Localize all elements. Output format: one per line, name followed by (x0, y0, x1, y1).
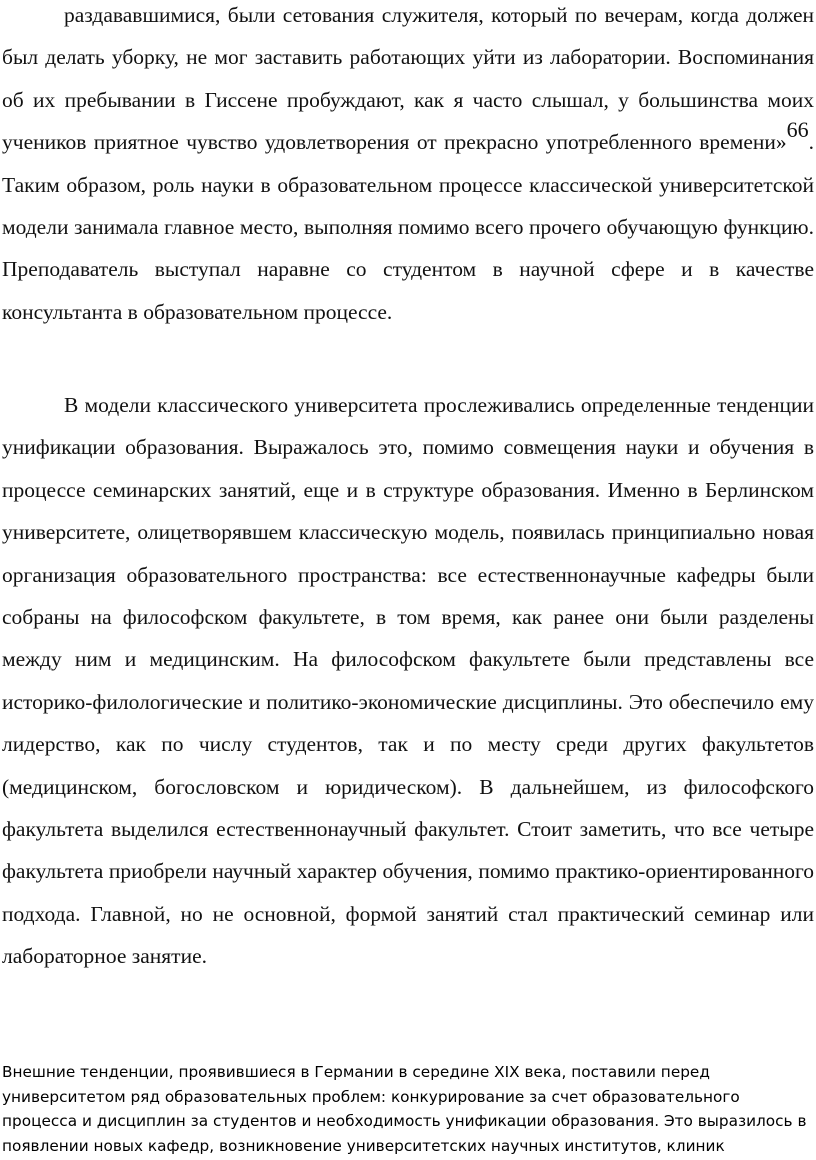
bottom-caption-text: Внешние тенденции, проявившиеся в Германии в середине XIX века, поставили перед университетом ряд образовательных проблем: конкурирование за счет образовательного процесса и дисциплин за студентов и необходимость унификации образования. Это выразилось в появлении новых кафедр, возникновение университетских научных институтов, клиник (2, 1063, 807, 1155)
paragraph-1 (2, 0, 814, 333)
paragraph-1-text-after: . Таким образом, роль науки в образовательном процессе классической университетской модели занимала главное место, выполняя помимо всего прочего обучающую функцию. Преподаватель выступал наравне со студентом в научной сфере и в качестве консультанта в образовательном процессе. (2, 130, 814, 324)
footnote-reference[interactable]: 66 (786, 117, 809, 143)
paragraph-2: В модели классического университета прослеживались определенные тенденции унификации образования. Выражалось это, помимо совмещения науки и обучения в процессе семинарских занятий, еще и в структуре образования. Именно в Берлинском университете, олицетворявшем классическую модель, появилась принципиально новая организация образовательного пространства: все естественнонаучные кафедры были собраны на философском факультете, в том время, как ранее они были разделены между ним и медицинским. На философском факультете были представлены все историко-филологические и политико-экономические дисциплины. Это обеспечило ему лидерство, как по числу студентов, так и по месту среди других факультетов (медицинском, богословском и юридическом). В дальнейшем, из философского факультета выделился естественнонаучный факультет. Стоит заметить, что все четыре факультета приобрели научный характер обучения, помимо практико-ориентированного подхода. Главной, но не основной, формой занятий стал практический семинар или лабораторное занятие. (2, 393, 814, 969)
paragraph-1-text-before: раздававшимися, были сетования служителя, который по вечерам, когда должен был делать уборку, не мог заставить работающих уйти из лаборатории. Воспоминания об их пребывании в Гиссене пробуждают, как я часто слышал, у большинства моих учеников приятное чувство удовлетворения от прекрасно употребленного времени» (2, 3, 814, 155)
